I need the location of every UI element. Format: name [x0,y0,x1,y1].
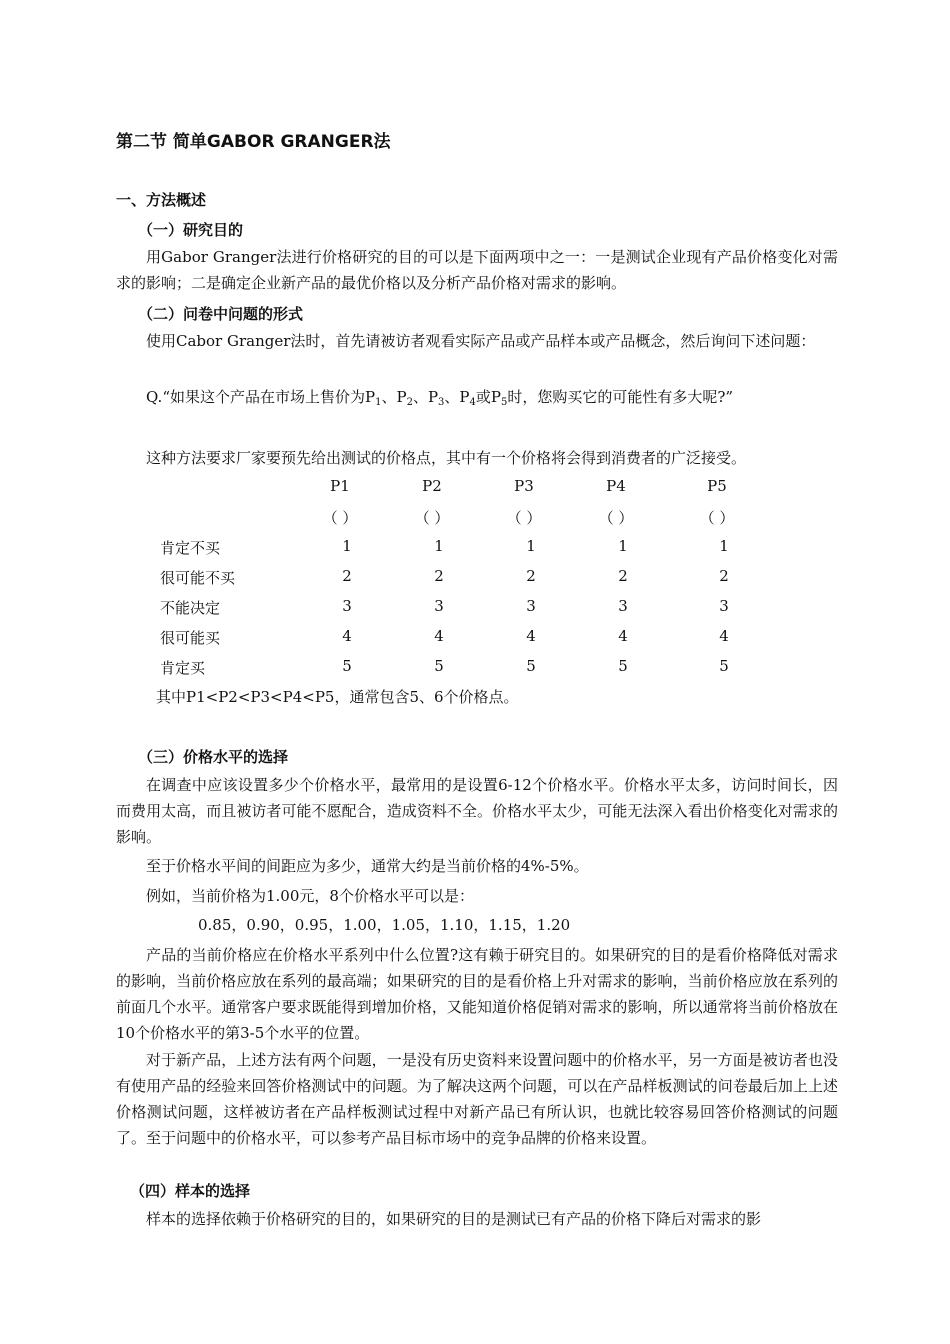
heading-sample-selection: （四）样本的选择 [130,1182,251,1200]
price-blank: （ ） [506,509,542,527]
table-cell: 5 [618,657,628,675]
section-title: 第二节 简单GABOR GRANGER法 [116,132,391,152]
table-cell: 4 [342,627,352,645]
paragraph-price-levels-5: 对于新产品，上述方法有两个问题，一是没有历史资料来设置问题中的价格水平，另一方面是被访者也没有使用产品的经验来回答价格测试中的问题。为了解决这两个问题，可以在产品样板测试的问卷最后加上上述价格测试问题，这样被访者在产品样板测试过程中对新产品已有所认识，也就比较容易回答价格测试的问题了。至于问题中的价格水平，可以参考产品目标市场中的竞争品牌的价格来设置。 [116,1051,838,1147]
table-cell: 5 [434,657,444,675]
paragraph-price-levels-1: 在调查中应该设置多少个价格水平，最常用的是设置6-12个价格水平。价格水平太多，访问时间长，因而费用太高，而且被访者可能不愿配合，造成资料不全。价格水平太少，可能无法深入看出价格变化对需求的影响。 [116,776,838,846]
heading-research-purpose: （一）研究目的 [138,221,244,239]
column-header: P5 [707,477,727,495]
table-cell: 1 [526,537,536,555]
heading-method-overview: 一、方法概述 [116,191,207,209]
table-cell: 1 [618,537,628,555]
heading-question-form: （二）问卷中问题的形式 [138,305,304,323]
table-cell: 3 [719,597,729,615]
table-cell: 4 [618,627,628,645]
table-cell: 4 [526,627,536,645]
row-label: 很可能不买 [160,569,236,587]
heading-price-levels: （三）价格水平的选择 [138,748,289,766]
paragraph-price-levels-3: 例如，当前价格为1.00元，8个价格水平可以是： [146,887,474,905]
survey-question: Q.“如果这个产品在市场上售价为$P_1$、$P_2$、$P_3$、$P_4$或$P_5$时，您购买它的可能性有多大呢?” [146,388,734,408]
table-cell: 5 [719,657,729,675]
price-blank: （ ） [322,509,358,527]
column-header: P2 [422,477,442,495]
table-cell: 5 [526,657,536,675]
paragraph-price-levels-4: 产品的当前价格应在价格水平系列中什么位置?这有赖于研究目的。如果研究的目的是看价格降低对需求的影响，当前价格应放在系列的最高端；如果研究的目的是看价格上升对需求的影响，当前价格应放在系列的前面几个水平。通常客户要求既能得到增加价格，又能知道价格促销对需求的影响，所以通常将当前价格放在10个价格水平的第3-5个水平的位置。 [116,946,838,1042]
price-blank: （ ） [699,509,735,527]
table-cell: 3 [618,597,628,615]
method-intro: 这种方法要求厂家要预先给出测试的价格点，其中有一个价格将会得到消费者的广泛接受。 [146,449,747,467]
table-cell: 2 [526,567,536,585]
table-cell: 1 [434,537,444,555]
table-cell: 3 [526,597,536,615]
row-label: 很可能买 [160,629,221,647]
table-cell: 1 [342,537,352,555]
price-blank: （ ） [414,509,450,527]
paragraph-question-form: 使用Cabor Granger法时，首先请被访者观看实际产品或产品样本或产品概念，然后询问下述问题： [146,332,816,350]
table-note: 其中P1<P2<P3<P4<P5，通常包含5、6个价格点。 [156,688,519,706]
table-cell: 2 [434,567,444,585]
row-label: 不能决定 [160,599,221,617]
paragraph-research-purpose: 用Gabor Granger法进行价格研究的目的可以是下面两项中之一：一是测试企业现有产品价格变化对需求的影响；二是确定企业新产品的最优价格以及分析产品价格对需求的影响。 [116,248,838,292]
table-cell: 2 [719,567,729,585]
price-level-list: 0.85，0.90，0.95，1.00，1.05，1.10，1.15，1.20 [198,916,571,934]
row-label: 肯定不买 [160,539,221,557]
column-header: P3 [514,477,534,495]
price-blank: （ ） [598,509,634,527]
table-cell: 1 [719,537,729,555]
paragraph-sample-selection: 样本的选择依赖于价格研究的目的，如果研究的目的是测试已有产品的价格下降后对需求的影 [146,1210,762,1228]
table-cell: 4 [434,627,444,645]
table-cell: 2 [342,567,352,585]
column-header: P4 [606,477,626,495]
table-cell: 3 [434,597,444,615]
table-cell: 3 [342,597,352,615]
column-header: P1 [330,477,350,495]
paragraph-price-levels-2: 至于价格水平间的间距应为多少，通常大约是当前价格的4%-5%。 [146,857,589,875]
table-cell: 5 [342,657,352,675]
table-cell: 4 [719,627,729,645]
row-label: 肯定买 [160,659,206,677]
table-cell: 2 [618,567,628,585]
